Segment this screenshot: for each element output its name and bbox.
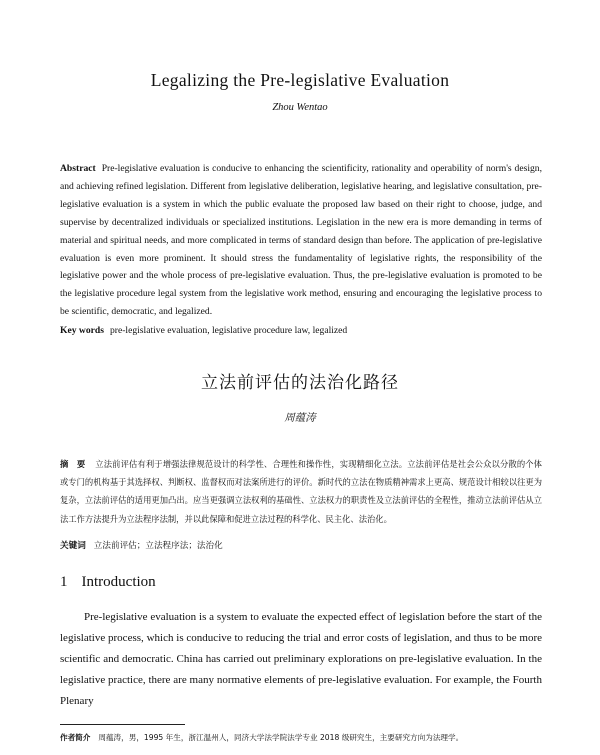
author-footnote (60, 732, 550, 744)
section-title: Introduction (81, 574, 156, 590)
chinese-title: 立法前评估的法治化路径 (201, 373, 399, 393)
english-author: Zhou Wentao (272, 102, 328, 113)
footnote-label: 作者简介 (60, 733, 91, 742)
chinese-keywords (60, 538, 542, 554)
chinese-author: 周蕴涛 (284, 412, 316, 424)
footnote-divider (60, 724, 185, 725)
english-keywords (60, 323, 542, 339)
chinese-abstract-label: 摘 要 (60, 459, 86, 469)
footnote-text: 周蕴涛，男，1995 年生，浙江温州人，同济大学法学院法学专业 2018 级研究生，主要研究方向为法理学。 (98, 733, 464, 742)
section-number: 1 (60, 574, 68, 590)
chinese-keywords-text: 立法前评估；立法程序法；法治化 (93, 541, 223, 551)
english-abstract (60, 160, 542, 321)
chinese-abstract (60, 455, 542, 528)
section-heading (60, 574, 156, 591)
chinese-abstract-text: 立法前评估有利于增强法律规范设计的科学性、合理性和操作性，实现精细化立法。立法前评估是社会公众以分散的个体或专门的机构基于其选择权、判断权、监督权而对法案所进行的评价。新时代的立法在物质精神需求上更高、规范设计相较以往更为复杂，立法前评估的适用更加凸出。应当更强调立法权利的基础性、立法权力的职责性及立法前评估的全程性，推动立法前评估从立法工作方法提升为立法程序法制，并以此保障和促进立法过程的科学化、民主化、法治化。 (60, 459, 542, 524)
abstract-text: Pre-legislative evaluation is conducive to enhancing the scientificity, rationality and operability of norm's design, and achieving refined legislation. Different from legislative deliberation, legislative hearing, and legislative consultation, pre-legislative evaluation is a system in which the public evaluate the proposed law based on their right to choose, judge, and supervise by decentralized individuals or specialized institutions. Legislation in the new era is more demanding in terms of material and spiritual needs, and more complicated in terms of standard design than before. The application of pre-legislative evaluation is even more prominent. It should stress the fundamentality of legislative rights, the responsibility of the legislative power and the whole process of pre-legislative evaluation. Thus, the pre-legislative evaluation is promoted to be the legislative procedure legal system from the legislative work method, ensuring and encouraging the legislative process to be scientific, democratic, and legalized. (60, 163, 542, 318)
body-paragraph: Pre-legislative evaluation is a system to evaluate the expected effect of legislation before the start of the legislative process, which is conducive to reducing the trial and error costs of legislation, and thus to be more scientific and democratic. China has carried out preliminary explorations on pre-legislative evaluation. In the legislative practice, there are many normative elements of pre-legislative evaluation. For example, the Fourth Plenary (60, 611, 542, 707)
keywords-text: pre-legislative evaluation, legislative procedure law, legalized (109, 325, 348, 336)
english-title: Legalizing the Pre-legislative Evaluation (150, 70, 450, 90)
chinese-keywords-label: 关键词 (60, 541, 86, 551)
keywords-label: Key words (60, 325, 104, 336)
abstract-label: Abstract (60, 163, 96, 174)
